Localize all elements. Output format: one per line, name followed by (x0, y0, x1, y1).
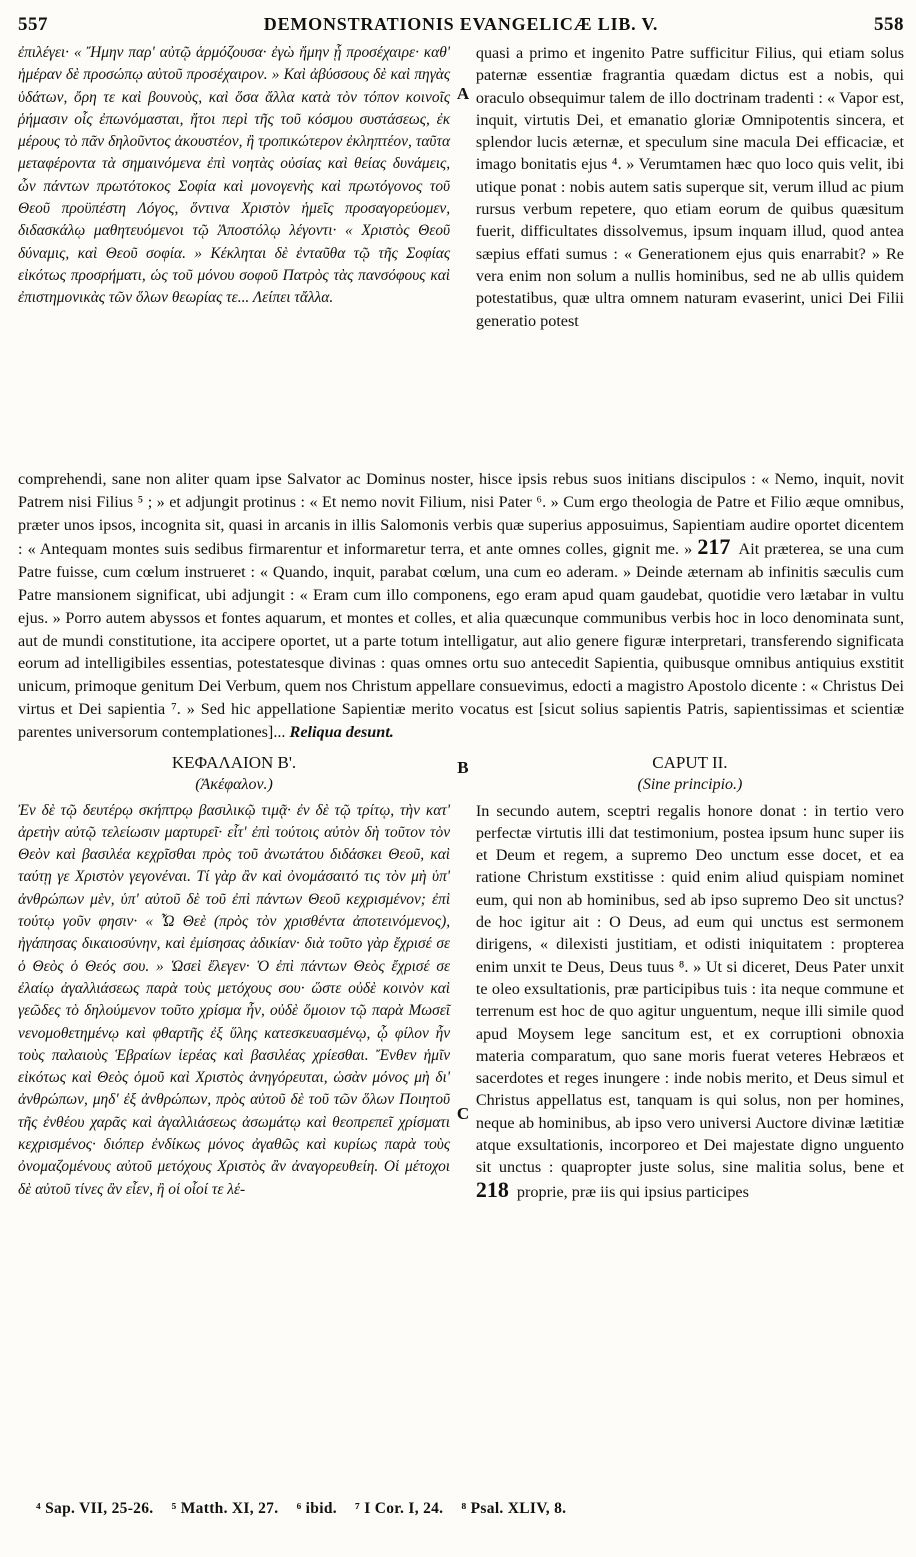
latin-full-text-before: comprehendi, sane non aliter quam ipse Salvator ac Dominus noster, hisce ipsis rebus suos initians discipulos : « Nemo, inquit, novit Patrem nisi Filius ⁵ ; » et adjungit protinus : « Et nemo novit Filium, nisi Pater ⁶. » Cum ergo theologia de Patre et Filio æque omnibus, præter unos ipsos, incognita sit, quasi in arcanis in illis Salomonis verbis quæ superius apposuimus, Sapientiam audire oportet dicentem : « Antequam montes suis sedibus firmarentur et informaretur terra, et ante omnes colles, gignit me. » (18, 470, 904, 559)
page-number-left: 557 (18, 14, 48, 35)
footnote-3: ⁶ ibid. (296, 1500, 337, 1517)
latin-full-text-after: Ait præterea, se una cum Patre fuisse, cum cœlum instrueret : « Quando, inquit, parabat cœlum, una cum eo aderam. » Deinde æternam ab infinitis sæculis cum Patre mansionem significat, ubi adjungit : « Eram cum illo componens, ego eram apud quam gaudebat, quotidie vero lætabar in vultu ejus. » Porro autem abyssos et fontes aquarum, et montes et colles, et alia quæcunque communibus verbis hoc in loco denominata sunt, aut de mundi constitutione, ita accipere oportet, ut a parte totum intelligatur, aut alio genere figuræ interpretari, transferendo significata eorum ad intelligibiles essentias, potestatesque divinas : quas omnes ortu suo antecedit Sapientia, quibusque omnibus antiquius exstitit unicum, primoque genitum Dei Verbum, quem nos Christum appellare consuevimus, edocti a magistro Apostolo dicente : « Christus Dei virtus et Dei sapientia ⁷. » Sed hic appellatione Sapientiæ merito vocatus est [sicut solius sapientis Patris, sapientissimas et scientiæ parentes universorum contemplationes]... (18, 540, 905, 741)
footnote-1: ⁴ Sap. VII, 25-26. (36, 1500, 154, 1517)
footnote-4: ⁷ I Cor. I, 24. (355, 1500, 444, 1517)
margin-marker-a: A (456, 84, 470, 103)
running-title: DEMONSTRATIONIS EVANGELICÆ LIB. V. (263, 14, 659, 34)
page-number-218: 218 (475, 1176, 509, 1202)
margin-markers-bc (450, 744, 476, 1203)
margin-marker-c: C (456, 1103, 470, 1123)
greek-text-2: Ἐν δὲ τῷ δευτέρῳ σκήπτρῳ βασιλικῷ τιμᾷ· ἐν δὲ τῷ τρίτῳ, τὴν κατ' ἀρετὴν αὐτῷ τελείωσιν μαρτυρεῖ· εἶτ' ἐπὶ τούτοις αὐτὸν δὴ τοῦτον τὸν Θεὸν καὶ βασιλέα κεχρῖσθαι πρὸς τοῦ ἀνωτάτου διδάσκει Θεοῦ, καὶ ταύτῃ γε Χριστὸν γεγονέναι. Τί γὰρ ἂν καὶ ὀνομάσαιτό τις τὸν μὴ ὑπ' ἀνθρώπων μὲν, ὑπ' αὐτοῦ δὲ τοῦ ἐπὶ πάντων Θεοῦ κεχρισμένον; ἐπὶ τούτῳ γοῦν φησιν· « Ὦ Θεὲ (πρὸς τὸν χρισθέντα ἀποτεινόμενος), ἠγάπησας δικαιοσύνην, καὶ ἐμίσησας ἀδικίαν· διὰ τοῦτο γὰρ ἔχρισέ σε ὁ Θεὸς ὁ Θεός σου. » Ὡσεὶ ἔλεγεν· Ὁ ἐπὶ πάντων Θεὸς ἔχρισέ σε ἐλαίῳ ἀγαλλιάσεως παρὰ τοὺς μετόχους σου· ὥστε οὐδὲ κοινὸν καὶ γεῶδες τὸ δηλούμενον τοῦτο χρίσμα ἦν, οὐδὲ ὅμοιον τῷ παρὰ Μωσεῖ νενομοθετημένῳ καὶ φθαρτῆς ἐξ ὕλης κατεσκευασμένῳ, ᾧ φίλον ἦν τοὺς παλαιοὺς Ἑβραίων ἱερέας καὶ βασιλέας χρίεσθαι. Ἔνθεν ἡμῖν εἰκότως καὶ Θεὸς ὁμοῦ καὶ Χριστὸς ἀνηγόρευται, ὡσὰν μόνος μὴ δι' ἀνθρώπων, μηδ' ἐξ ἀνθρώπων, πρὸς αὐτοῦ δὲ τοῦ τῶν ὅλων Ποιητοῦ τῆς ἐνθέου χαρᾶς καὶ ἀγαλλιάσεως ἀσωμάτῳ καὶ θεοπρεπεῖ χρίσματι κεχρισμένος· διόπερ ἐνδίκως μόνος ἀγαθῶς καὶ κυρίως παρὰ τοὺς ὀνομαζομένους αὐτοῦ μετόχους Χριστὸς ἂν ἀναγορευθείη. Οἱ μέτοχοι δὲ αὐτοῦ τίνες ἂν εἶεν, ἢ οἱ οἷοί τε λέ- (18, 801, 451, 1198)
latin-chapter-heading: CAPUT II. (652, 752, 728, 772)
latin-text-1: quasi a primo et ingenito Patre sufficitur Filius, qui etiam solus paternæ essentiæ fragrantia quædam dictus est a nobis, qui oraculo obsequimur talem de illo doctrinam tradenti : « Vapor est, inquit, virtutis Dei, et emanatio gloriæ Omnipotentis sincera, et splendor lucis æternæ, et speculum sine macula Dei efficaciæ, et imago bonitatis ejus ⁴. » Verumtamen hæc quo loco quis velit, ibi utique ponat : nobis autem satis superque sit, verum illud ac pium rursus verbum repetere, quo etiam eorum de quibus quæsitum fuerit, difficultates dissolvemus, ipsum inquam illud, quod antea sæpius effati sumus : « Generationem ejus quis enarrabit? » Re vera enim non solum a nullis hominibus, sed ne ab ullis quidem potestatibus, quæ ultra omnem naturam evaserint, unici Dei Filii generatio potest (475, 44, 904, 330)
section-1-columns (18, 42, 904, 466)
margin-marker-b: B (457, 757, 469, 777)
latin-column-2 (476, 744, 904, 1203)
page-number-right: 558 (874, 14, 904, 35)
running-header (18, 14, 904, 42)
latin-text-2-before: In secundo autem, sceptri regalis honore donat : in tertio vero perfectæ virtutis illi dat testimonium, postea ipsum hunc super iis et Deum et regem, a supremo Deo unctum esse docet, et ea ratione Christum exstitisse : quid enim aliud quispiam nominet eum, qui non ab hominibus, sed ab ipso supremo Deo sit unctus? de hoc igitur ait : O Deus, ad eum qui unctus est sermonem dirigens, « dilexisti justitiam, et odisti iniquitatem : propterea enim unxit te Deus, Deus tuus ⁸. » Ut si diceret, Deus Pater unxit te oleo exsultationis, præ participibus tuis : ita neque commune et terrenum est hoc de quo agitur unguentum, neque illi simile quod apud Moysem lege sancitum est, et ex corruptioni obnoxia materia comparatum, quo sane moris fuerat veteres Hebræos et sacerdotes et reges inungere : inde nobis merito, et Deus simul et Christus appellatus est, tanquam is qui solus, non per homines, neque ab hominibus, ab ipso vero universi Auctore divinæ lætitiæ atque exsultationis, incorporeo et Dei majestate digno unguento sit unctus : quapropter juste solus, sine malitia solus, bene et (475, 801, 904, 1177)
missing-note: Reliqua desunt. (289, 722, 394, 741)
section-2-columns (18, 744, 904, 1203)
greek-chapter-subheading: (Ἀκέφαλον.) (195, 775, 273, 793)
greek-chapter-heading: ΚΕΦΑΛΑΙΟΝ Β'. (171, 752, 297, 772)
greek-text-1: ἐπιλέγει· « Ἤμην παρ' αὐτῷ ἁρμόζουσα· ἐγὼ ἤμην ᾗ προσέχαιρε· καθ' ἡμέραν δὲ προσώπῳ αὐτοῦ προσέχαιρον. » Καὶ ἀβύσσους δὲ καὶ πηγὰς ὑδάτων, ὄρη τε καὶ βουνοὺς, καὶ ὅσα ἄλλα κατὰ τὸν τόπον κοινοῖς ῥήμασιν οἷς ἐπωνόμασται, ἤτοι περὶ τῆς τοῦ κόσμου συστάσεως, ἐκ μέρους τὸ πᾶν δηλοῦντος ἀκουστέον, ἢ τροπικώτερον ἐκληπτέον, ταῦτα μεταφέροντα τὰ σημαινόμενα ἐπὶ νοητὰς οὐσίας καὶ θείας δυνάμεις, ὧν πάντων πρωτότοκος Σοφία καὶ μονογενὴς καὶ πρωτόγονος τοῦ Θεοῦ προϋπέστη Λόγος, ὅντινα Χριστὸν ἡμεῖς προσαγορεύομεν, διδασκάλῳ μαθητευόμενοι τῷ Ἀποστόλῳ λέγοντι· « Χριστὸς Θεοῦ δύναμις, καὶ Θεοῦ σοφία. » Κέκληται δὲ ἐνταῦθα τῷ τῆς Σοφίας εἰκότως προσρήματι, ὡς τοῦ μόνου σοφοῦ Πατρὸς τὰς πανσόφους καὶ ἐπιστημονικὰς τῶν ὅλων θεωρίας τε... Λείπει τἄλλα. (18, 44, 451, 307)
greek-column-2 (18, 744, 450, 1203)
page-number-217: 217 (697, 534, 731, 560)
latin-column-1 (476, 42, 904, 466)
footnotes (36, 1500, 580, 1518)
footnote-5: ⁸ Psal. XLIV, 8. (461, 1500, 567, 1517)
footnote-2: ⁵ Matth. XI, 27. (171, 1500, 279, 1517)
latin-text-2-after: proprie, præ iis qui ipsius participes (516, 1182, 749, 1201)
greek-column-1 (18, 42, 450, 466)
latin-full-width-text (18, 468, 904, 744)
latin-chapter-subheading: (Sine principio.) (637, 775, 743, 793)
latin-text-2 (476, 800, 904, 1203)
